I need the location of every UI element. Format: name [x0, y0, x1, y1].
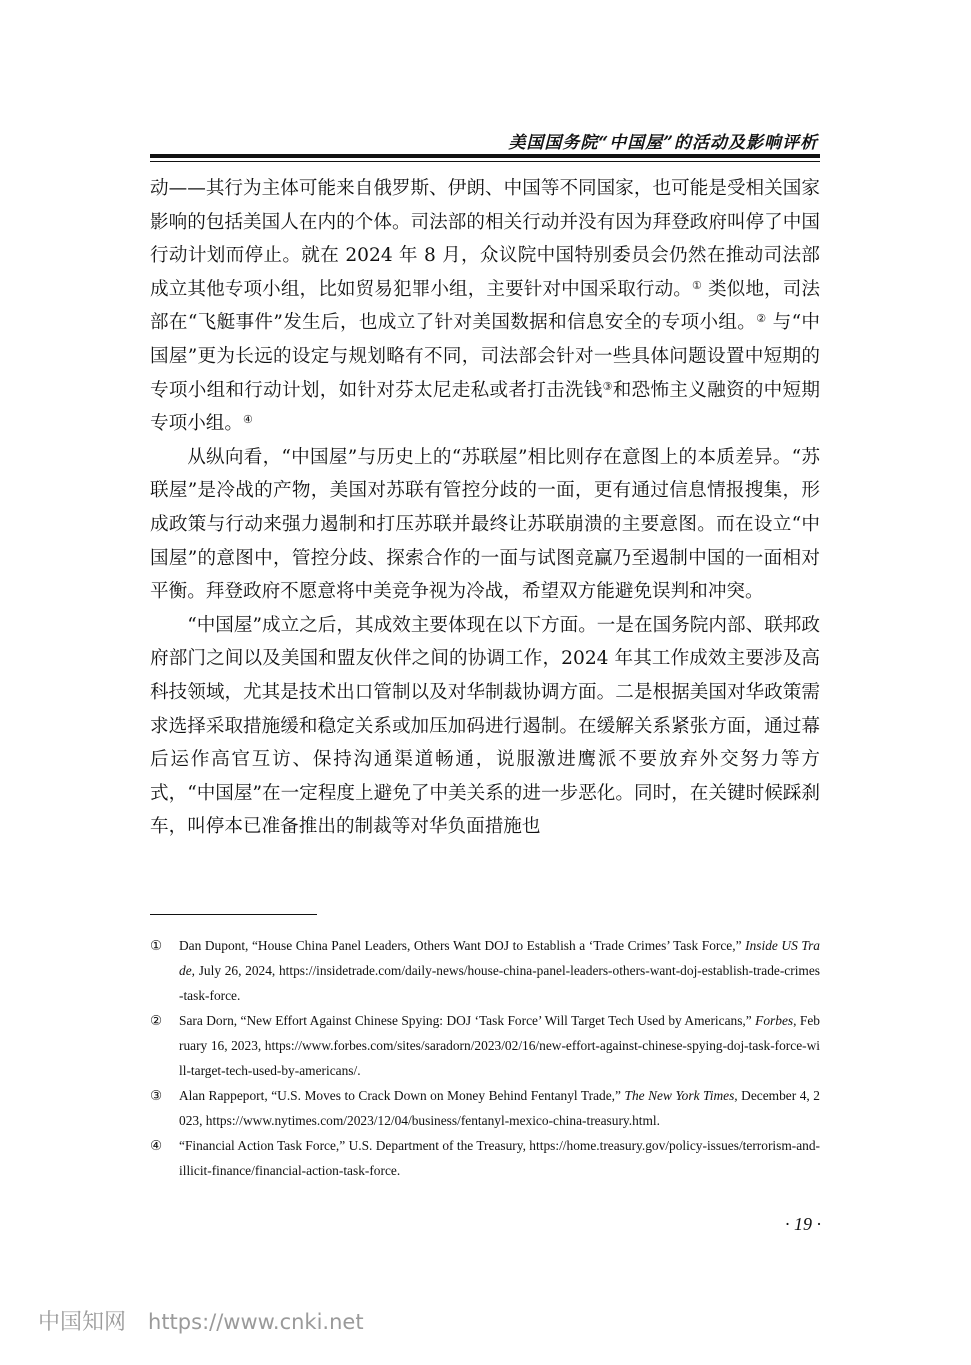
- footnote-text-tail[interactable]: , December 4, 2023, https://www.nytimes.com/2023/12/04/business/fentanyl-mexico-china-treasury.html.: [179, 1088, 820, 1128]
- footnote-text-tail[interactable]: , February 16, 2023, https://www.forbes.com/sites/saradorn/2023/02/16/new-effort-against-chinese-spying-doj-task-force-will-target-tech-used-by-americans/.: [179, 1013, 820, 1078]
- footnote-number: ③: [150, 1088, 163, 1103]
- footnote-ref-1[interactable]: ①: [691, 278, 702, 292]
- footnote-ref-3[interactable]: ③: [602, 379, 613, 393]
- paragraph-1-part-a: 动——其行为主体可能来自俄罗斯、伊朗、中国等不同国家，也可能是受相关国家影响的包括美国人在内的个体。司法部的相关行动并没有因为拜登政府叫停了中国行动计划而停止。就在 2024 年 8 月，众议院中国特别委员会仍然在推动司法部成立其他专项小组，比如贸易犯罪小组，主要针对中国采取行动。: [150, 178, 820, 300]
- footnote-number: ②: [150, 1013, 163, 1028]
- footnote-source: The New York Times: [624, 1088, 735, 1103]
- footnotes: [150, 933, 820, 1183]
- paragraph-1: [150, 172, 820, 441]
- footnote-separator: [150, 914, 317, 915]
- footnote-number: ①: [150, 938, 163, 953]
- footnote-1: [150, 933, 820, 1008]
- body-text: [150, 172, 820, 844]
- footnote-source: Forbes: [755, 1013, 794, 1028]
- footnote-2: [150, 1008, 820, 1083]
- footnote-text: Sara Dorn, “New Effort Against Chinese Spying: DOJ ‘Task Force’ Will Target Tech Used by Americans,”: [179, 1013, 756, 1028]
- header-rule-thick: [150, 154, 820, 158]
- running-header: 美国国务院“中国屋”的活动及影响评析: [508, 133, 818, 153]
- footnote-text-tail[interactable]: , July 26, 2024, https://insidetrade.com/daily-news/house-china-panel-leaders-others-want-doj-establish-trade-crimes-task-force.: [179, 963, 820, 1003]
- footnote-text: Dan Dupont, “House China Panel Leaders, Others Want DOJ to Establish a ‘Trade Crimes’ Task Force,”: [179, 938, 746, 953]
- paragraph-1-part-c: 与“中国屋”更为长远的设定与规划略有不同，司法部会针对一些具体问题设置中短期的专项小组和行动计划，如针对芬太尼走私或者打击洗钱: [150, 312, 821, 401]
- paragraph-2: 从纵向看，“中国屋”与历史上的“苏联屋”相比则存在意图上的本质差异。“苏联屋”是冷战的产物，美国对苏联有管控分歧的一面，更有通过信息情报搜集，形成政策与行动来强力遏制和打压苏联并最终让苏联崩溃的主要意图。而在设立“中国屋”的意图中，管控分歧、探索合作的一面与试图竞赢乃至遏制中国的一面相对平衡。拜登政府不愿意将中美竞争视为冷战，希望双方能避免误判和冲突。: [150, 446, 820, 603]
- cnki-watermark: [38, 1305, 364, 1336]
- footnote-text: Alan Rappeport, “U.S. Moves to Crack Down on Money Behind Fentanyl Trade,”: [179, 1088, 625, 1103]
- footnote-text[interactable]: “Financial Action Task Force,” U.S. Department of the Treasury, https://home.treasury.gov/policy-issues/terrorism-and-illicit-finance/financial-action-task-force.: [179, 1138, 820, 1178]
- paragraph-3: “中国屋”成立之后，其成效主要体现在以下方面。一是在国务院内部、联邦政府部门之间以及美国和盟友伙伴之间的协调工作，2024 年其工作成效主要涉及高科技领域，尤其是技术出口管制以及对华制裁协调方面。二是根据美国对华政策需求选择采取措施缓和稳定关系或加压加码进行遏制。在缓解关系紧张方面，通过幕后运作高官互访、保持沟通渠道畅通，说服激进鹰派不要放弃外交努力等方式，“中国屋”在一定程度上避免了中美关系的进一步恶化。同时，在关键时候踩刹车，叫停本已准备推出的制裁等对华负面措施也: [150, 614, 820, 838]
- paragraph-1-part-d: 和恐怖主义融资的中短期专项小组。: [150, 379, 820, 435]
- footnote-4: [150, 1133, 820, 1183]
- header-rule-thin: [150, 161, 820, 162]
- footnote-3: [150, 1083, 820, 1133]
- footnote-ref-4[interactable]: ④: [242, 413, 253, 427]
- watermark-url[interactable]: https://www.cnki.net: [148, 1310, 364, 1334]
- paragraph-1-part-b: 类似地，司法部在“飞艇事件”发生后，也成立了针对美国数据和信息安全的专项小组。: [150, 278, 820, 334]
- footnote-source: Inside US Trade: [179, 938, 820, 978]
- footnote-number: ④: [150, 1138, 163, 1153]
- watermark-brand: 中国知网: [38, 1310, 127, 1335]
- footnote-ref-2[interactable]: ②: [756, 312, 767, 326]
- page-number: · 19 ·: [785, 1214, 821, 1234]
